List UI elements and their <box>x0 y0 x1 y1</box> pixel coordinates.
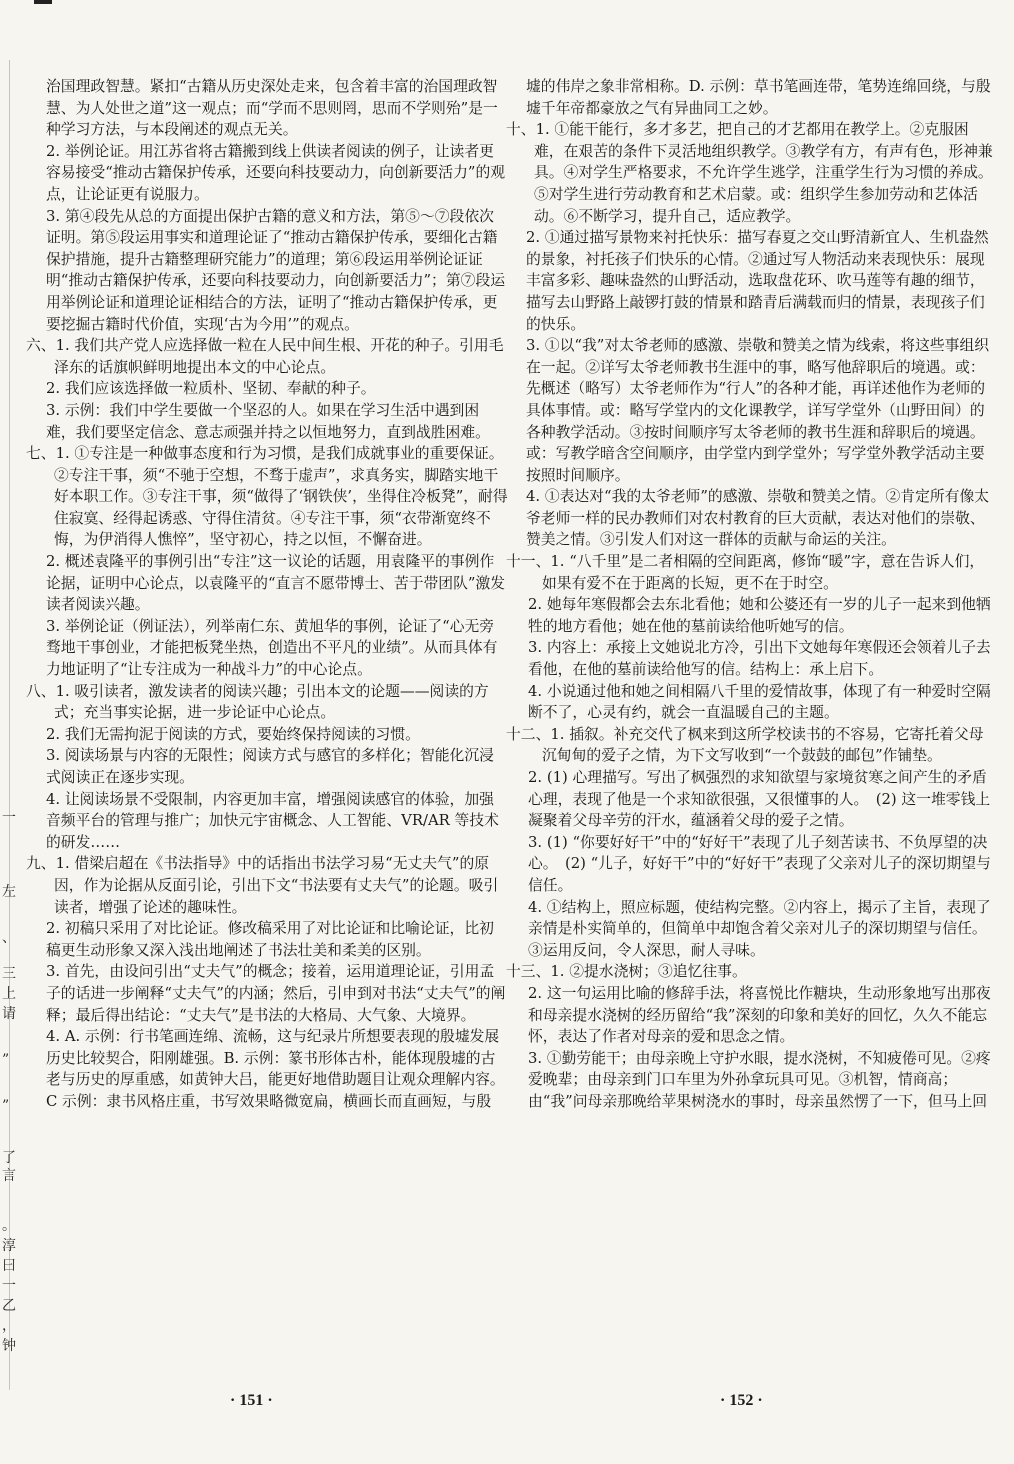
answer-paragraph: 3. 首先，由设问引出“丈夫气”的概念；接着，运用道理论证，引用孟子的话进一步阐释“丈夫气”的内涵；然后，引申到对书法“丈夫气”的阐释；最后得出结论：“丈夫气”是书法的大格局、大气象、大境界。 <box>46 963 506 1024</box>
answer-paragraph: 2. 概述袁隆平的事例引出“专注”这一议论的话题，用袁隆平的事例作论据，证明中心论点，以袁隆平的“直言不愿带博士、苦于带团队”激发读者阅读兴趣。 <box>46 553 506 614</box>
answer-paragraph: 2. 她每年寒假都会去东北看他；她和公婆还有一岁的儿子一起来到他牺牲的地方看他；她在他的墓前读给他听她写的信。 <box>528 596 991 635</box>
answer-paragraph: 十三、1. ②提水浇树；③追忆往事。 <box>506 963 747 981</box>
answer-paragraph: 4. ①表达对“我的太爷老师”的感激、崇敬和赞美之情。②肯定所有像太爷老师一样的民办教师们对农村教育的巨大贡献，表达对他们的崇敬、赞美之情。③引发人们对这一群体的贡献与命运的关注。 <box>526 488 990 549</box>
answer-paragraph: 3. 第④段先从总的方面提出保护古籍的意义和方法，第⑤～⑦段依次证明。第⑤段运用事实和道理论证了“推动古籍保护传承，要细化古籍保护措施，提升古籍整理研究能力”的道理；第⑥段运用举例论证证明“推动古籍保护传承，还要向科技要动力，向创新要活力”；第⑦段运用举例论证和道理论证相结合的方法，证明了“推动古籍保护传承，更要挖掘古籍时代价值，实现‘古为今用’”的观点。 <box>46 207 506 333</box>
prev-page-fragment: ， <box>2 1318 16 1334</box>
answer-paragraph: 3. 阅读场景与内容的无限性；阅读方式与感官的多样化；智能化沉浸式阅读正在逐步实现。 <box>46 747 494 786</box>
answer-paragraph: 治国理政智慧。紧扣“古籍从历史深处走来，包含着丰富的治国理政智慧、为人处世之道”这一观点；而“学而不思则罔，思而不学则殆”是一种学习方法，与本段阐述的观点无关。 <box>46 78 498 139</box>
answer-paragraph: 3. ①以“我”对太爷老师的感激、崇敬和赞美之情为线索，将这些事组织在一起。②详写太爷老师教书生涯中的事，略写他辞职后的境遇。或：先概述（略写）太爷老师作为“行人”的各种才能，再详述他作为老师的具体事情。或：略写学堂内的文化课教学，详写学堂外（山野田间）的各种教学活动。③按时间顺序写太爷老师的教书生涯和辞职后的境遇。或：写教学暗含空间顺序，由学堂内到学堂外；写学堂外教学活动主要按照时间顺序。 <box>526 337 990 484</box>
prev-page-fragment: 一 <box>2 810 16 826</box>
previous-page-margin <box>0 0 22 1464</box>
answer-paragraph: 十二、1. 插叙。补充交代了枫来到这所学校读书的不容易，它寄托着父母沉甸甸的爱子之情，为下文写收到“一个鼓鼓的邮包”作铺垫。 <box>506 725 984 765</box>
answer-paragraph: 十、1. ①能干能行，多才多艺，把自己的才艺都用在教学上。②克服困难，在艰苦的条件下灵活地组织教学。③教学有方，有声有色，形神兼具。④对学生严格要求，不允许学生逃学，注重学生行为习惯的养成。⑤对学生进行劳动教育和艺术启蒙。或：组织学生参加劳动和艺体活动。⑥不断学习，提升自己，适应教学。 <box>506 121 993 225</box>
answer-paragraph: 2. 这一句运用比喻的修辞手法，将喜悦比作糖块，生动形象地写出那夜和母亲提水浇树的经历留给“我”深刻的印象和美好的回忆，久久不能忘怀，表达了作者对母亲的爱和思念之情。 <box>528 984 991 1046</box>
page-number-left: · 151 · <box>230 1392 273 1409</box>
prev-page-fragment: 一 <box>2 1278 16 1294</box>
answer-paragraph: 3. 示例：我们中学生要做一个坚忍的人。如果在学习生活中遇到困难，我们要坚定信念、意志顽强并持之以恒地努力，直到战胜困难。 <box>46 401 490 441</box>
answer-paragraph: 墟的伟岸之象非常相称。D. 示例：草书笔画连带，笔势连绵回绕，与殷墟千年帝都豪放之气有异曲同工之妙。 <box>526 78 991 117</box>
prev-page-fragment: ” <box>2 1052 10 1068</box>
prev-page-fragment: 乙 <box>2 1298 16 1314</box>
answer-paragraph: 六、1. 我们共产党人应选择做一粒在人民中间生根、开花的种子。引用毛泽东的话旗帜鲜明地提出本文的中心论点。 <box>26 337 504 376</box>
prev-page-fragment: 三 <box>2 966 16 982</box>
prev-page-fragment: 、 <box>2 930 16 946</box>
answer-paragraph: 3. (1) “你要好好干”中的“好好干”表现了儿子刻苦读书、不负厚望的决心。 (2) “儿子，好好干”中的“好好干”表现了父亲对儿子的深切期望与信任。 <box>528 833 991 894</box>
prev-page-fragment: 上 <box>2 986 16 1002</box>
answer-paragraph: 2. 我们无需拘泥于阅读的方式，要始终保持阅读的习惯。 <box>46 725 420 743</box>
prev-page-fragment: 请 <box>2 1006 16 1022</box>
page-number-right: · 152 · <box>720 1392 763 1409</box>
answer-paragraph: 3. 内容上：承接上文她说北方冷，引出下文她每年寒假还会领着儿子去看他，在他的墓前读给他写的信。结构上：承上启下。 <box>528 639 991 679</box>
prev-page-fragment: 淳 <box>2 1238 16 1254</box>
answer-paragraph: 3. 举例论证（例证法），列举南仁东、黄旭华的事例，论证了“心无旁骛地干事创业，才能把板凳坐热，创造出不平凡的业绩”。从而具体有力地证明了“让专注成为一种战斗力”的中心论点。 <box>46 617 498 679</box>
prev-page-fragment: 。 <box>2 1218 16 1234</box>
answer-paragraph: 2. 初稿只采用了对比论证。修改稿采用了对比论证和比喻论证，比初稿更生动形象又深入浅出地阐述了书法壮美和柔美的区别。 <box>46 920 494 959</box>
prev-page-fragment: 曰 <box>2 1258 16 1274</box>
left-answer-column <box>26 76 508 1113</box>
answer-paragraph: 3. ①勤劳能干；由母亲晚上守护水眼，提水浇树，不知疲倦可见。②疼爱晚辈；由母亲到门口车里为外孙拿玩具可见。③机智，情商高；由“我”问母亲那晚给苹果树浇水的事时，母亲虽然愣了一下，但马上回 <box>528 1049 991 1110</box>
answer-paragraph: 2. 我们应该选择做一粒质朴、坚韧、奉献的种子。 <box>46 380 376 398</box>
prev-page-fragment: 了 <box>2 1150 16 1166</box>
answer-paragraph: 七、1. ①专注是一种做事态度和行为习惯，是我们成就事业的重要保证。②专注干事，须“不驰于空想，不骛于虚声”，求真务实，脚踏实地干好本职工作。③专注干事，须“做得了‘钢铁侠’，坐得住冷板凳”，耐得住寂寞、经得起诱惑、守得住清贫。④专注干事，须“衣带渐宽终不悔，为伊消得人憔悴”，坚守初心，持之以恒，不懈奋进。 <box>26 445 508 549</box>
answer-paragraph: 九、1. 借梁启超在《书法指导》中的话指出书法学习易“无丈夫气”的原因，作为论据从反面引论，引出下文“书法要有丈夫气”的论题。吸引读者，增强了论述的趣味性。 <box>26 855 499 916</box>
answer-paragraph: 2. ①通过描写景物来衬托快乐：描写春夏之交山野清新宜人、生机盎然的景象，衬托孩子们快乐的心情。②通过写人物活动来表现快乐：展现丰富多彩、趣味盎然的山野活动，选取盘花环、吹马莲等有趣的细节，描写去山野路上敲锣打鼓的情景和踏青后满载而归的情景，表现孩子们的快乐。 <box>526 229 989 333</box>
prev-page-fragment: 言 <box>2 1168 16 1184</box>
prev-page-fragment: 钟 <box>2 1338 16 1354</box>
answer-paragraph: 4. 小说通过他和她之间相隔八千里的爱情故事，体现了有一种爱时空隔断不了，心灵有约，就会一直温暖自己的主题。 <box>528 682 991 722</box>
prev-page-fragment: ” <box>2 1098 10 1114</box>
answer-paragraph: 4. ①结构上，照应标题，使结构完整。②内容上，揭示了主旨，表现了亲情是朴实简单的，但简单中却饱含着父亲对儿子的深切期望与信任。③运用反问，令人深思，耐人寻味。 <box>528 898 991 959</box>
answer-paragraph: 4. 让阅读场景不受限制，内容更加丰富，增强阅读感官的体验，加强音频平台的管理与推广；加快元宇宙概念、人工智能、VR/AR 等技术的研发…… <box>46 790 499 851</box>
answer-paragraph: 2. (1) 心理描写。写出了枫强烈的求知欲望与家境贫寒之间产生的矛盾心理，表现了他是一个求知欲很强，又很懂事的人。 (2) 这一堆零钱上凝聚着父母辛劳的汗水，蕴涵着父母的爱子之情。 <box>528 769 991 830</box>
answer-paragraph: 十一、1. “八千里”是二者相隔的空间距离，修饰“暖”字，意在告诉人们，如果有爱不在于距离的长短，更不在于时空。 <box>506 553 985 592</box>
answer-paragraph: 4. A. 示例：行书笔画连绵、流畅，这与纪录片所想要表现的殷墟发展历史比较契合，阳刚雄强。B. 示例：篆书形体古朴，能体现殷墟的古老与历史的厚重感，如黄钟大吕，能更好地借助题目让观众理解内容。C 示例：隶书风格庄重，书写效果略微宽扁，横画长而直画短，与殷 <box>46 1028 505 1110</box>
top-edge-mark <box>34 0 52 4</box>
right-answer-column <box>506 76 998 1113</box>
answer-paragraph: 八、1. 吸引读者，激发读者的阅读兴趣；引出本文的论题——阅读的方式；充当事实论据，进一步论证中心论点。 <box>26 682 489 722</box>
prev-page-fragment: 左 <box>2 884 16 900</box>
answer-paragraph: 2. 举例论证。用江苏省将古籍搬到线上供读者阅读的例子，让读者更容易接受“推动古籍保护传承，还要向科技要动力，向创新要活力”的观点，让论证更有说服力。 <box>46 142 506 203</box>
